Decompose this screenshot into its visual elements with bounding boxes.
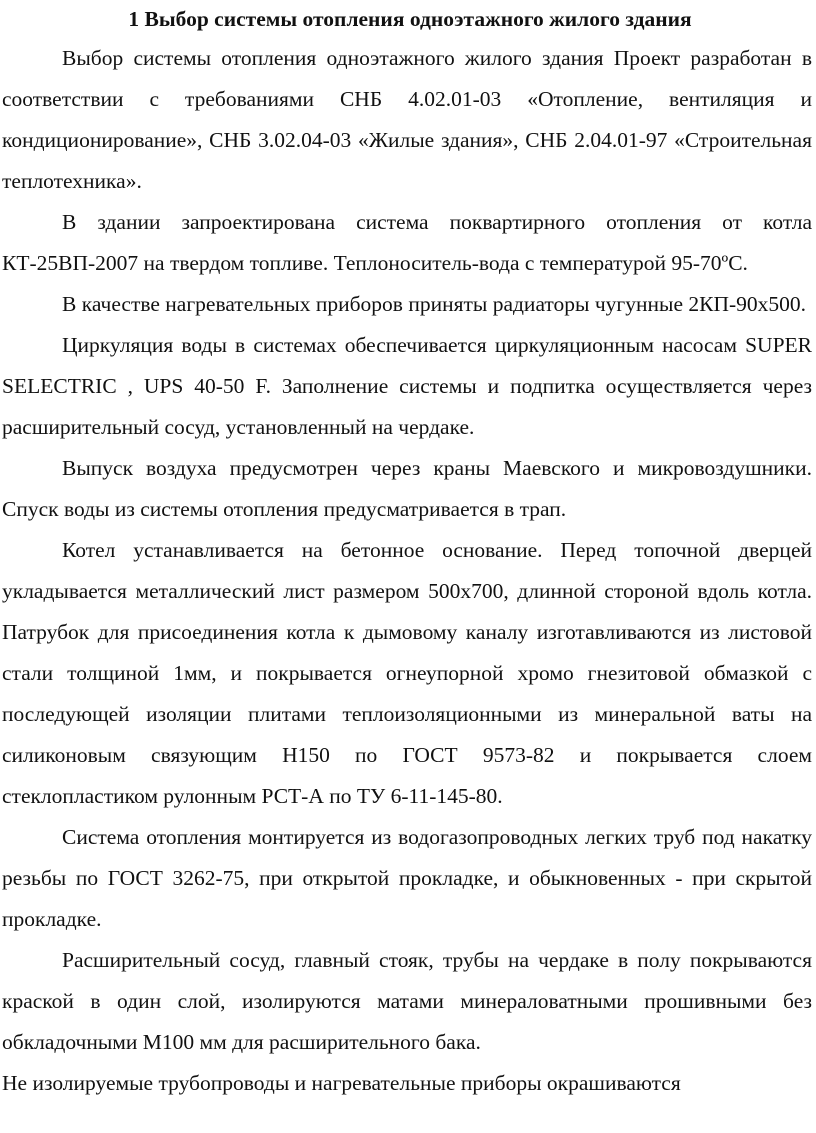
paragraph-intro: Выбор системы отопления одноэтажного жилого здания Проект разработан в соответствии с требованиями СНБ 4.02.01-03 «Отопление, вентиляция и кондиционирование», СНБ 3.02.04-03 «Жилые здания», СНБ 2.04.01-97 «Строительная теплотехника». — [2, 46, 812, 193]
paragraph-boiler-installation: Котел устанавливается на бетонное основание. Перед топочной дверцей укладывается металлический лист размером 500х700, длинной стороной вдоль котла. Патрубок для присоединения котла к дымовому каналу изготавливаются из листовой стали толщиной 1мм, и покрывается огнеупорной хромо гнезитовой обмазкой с последующей изоляции плитами теплоизоляционными из минеральной ваты на силиконовым связующим Н150 по ГОСТ 9573-82 и покрывается слоем стеклопластиком рулонным РСТ-А по ТУ 6-11-145-80. — [2, 538, 812, 808]
paragraph-insulation: Расширительный сосуд, главный стояк, трубы на чердаке в полу покрываются краской в один слой, изолируются матами минераловатными прошивными без обкладочными М100 мм для расширительного бака. — [2, 948, 812, 1054]
paragraph-air-release: Выпуск воздуха предусмотрен через краны Маевского и микровоздушники. Спуск воды из системы отопления предусматривается в трап. — [2, 456, 812, 521]
paragraph-painting: Не изолируемые трубопроводы и нагревательные приборы окрашиваются — [2, 1071, 681, 1095]
paragraph-pipes: Система отопления монтируется из водогазопроводных легких труб под накатку резьбы по ГОСТ 3262-75, при открытой прокладке, и обыкновенных - при скрытой прокладке. — [2, 825, 812, 931]
document-title: 1 Выбор системы отопления одноэтажного жилого здания — [128, 7, 692, 31]
paragraph-radiators: В качестве нагревательных приборов приняты радиаторы чугунные 2КП-90х500. — [62, 292, 807, 316]
paragraph-boiler: В здании запроектирована система поквартирного отопления от котла КТ-25ВП-2007 на твердом топливе. Теплоноситель-вода с температурой 95-70ºС. — [2, 210, 812, 275]
paragraph-circulation: Циркуляция воды в системах обеспечивается циркуляционным насосам SUPER SELECTRIC , UPS 40-50 F. Заполнение системы и подпитка осуществляется через расширительный сосуд, установленный на чердаке. — [2, 333, 812, 439]
